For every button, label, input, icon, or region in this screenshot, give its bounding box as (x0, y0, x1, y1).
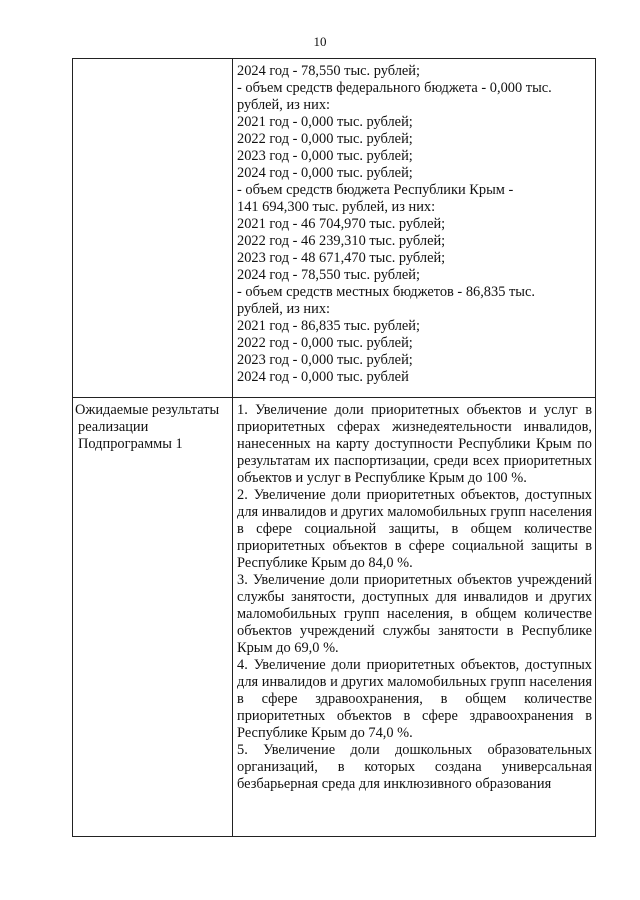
budget-line: 2021 год - 86,835 тыс. рублей; (237, 318, 420, 334)
budget-line: 2024 год - 0,000 тыс. рублей (237, 369, 409, 385)
budget-line: 2022 год - 46 239,310 тыс. рублей; (237, 233, 446, 249)
results-label-line: Подпрограммы 1 (78, 436, 183, 452)
budget-line: рублей, из них: (237, 301, 331, 317)
result-item: 5. Увеличение доли дошкольных образовательных организаций, в которых создана универсальная безбарьерная среда для инклюзивного образования (237, 742, 592, 792)
results-label-line: Ожидаемые результаты (75, 402, 220, 418)
budget-line: 2024 год - 78,550 тыс. рублей; (237, 267, 420, 283)
result-item: 4. Увеличение доли приоритетных объектов, доступных для инвалидов и других маломобильных групп населения в сфере здравоохранения, в общем количестве приоритетных объектов в сфере здравоохранения в Республике Крым до 74,0 %. (237, 657, 592, 741)
result-item: 1. Увеличение доли приоритетных объектов и услуг в приоритетных сферах жизнедеятельности инвалидов, нанесенных на карту доступности Республики Крым по результатам их паспортизации, среди всех приоритетных объектов и услуг в Республике Крым до 100 %. (237, 402, 592, 486)
budget-line: 2022 год - 0,000 тыс. рублей; (237, 131, 413, 147)
budget-line: - объем средств местных бюджетов - 86,835 тыс. (237, 284, 535, 300)
page-number: 10 (313, 34, 327, 49)
budget-row (73, 59, 596, 398)
budget-values-cell (233, 59, 596, 398)
results-row (73, 398, 596, 837)
budget-line: - объем средств федерального бюджета - 0,000 тыс. (237, 80, 552, 96)
budget-line: 2023 год - 0,000 тыс. рублей; (237, 148, 413, 164)
results-label-cell (73, 398, 233, 837)
budget-label-cell (73, 59, 233, 398)
budget-line: 2024 год - 78,550 тыс. рублей; (237, 63, 420, 79)
budget-line: 2022 год - 0,000 тыс. рублей; (237, 335, 413, 351)
budget-line: 141 694,300 тыс. рублей, из них: (237, 199, 436, 215)
results-items-cell (233, 398, 596, 837)
budget-line: - объем средств бюджета Республики Крым - (237, 182, 514, 198)
budget-line: 2024 год - 0,000 тыс. рублей; (237, 165, 413, 181)
results-label-line: реализации (78, 419, 149, 435)
budget-line: рублей, из них: (237, 97, 331, 113)
budget-line: 2021 год - 0,000 тыс. рублей; (237, 114, 413, 130)
budget-line: 2023 год - 48 671,470 тыс. рублей; (237, 250, 446, 266)
budget-line: 2021 год - 46 704,970 тыс. рублей; (237, 216, 446, 232)
subprogram-passport-table (72, 58, 596, 837)
result-item: 2. Увеличение доли приоритетных объектов, доступных для инвалидов и других маломобильных групп населения в сфере социальной защиты, в общем количестве приоритетных объектов в сфере социальной защиты в Республике Крым до 84,0 %. (237, 487, 592, 571)
result-item: 3. Увеличение доли приоритетных объектов учреждений службы занятости, доступных для инвалидов и других маломобильных групп населения, в общем количестве объектов учреждений службы занятости в Республике Крым до 69,0 %. (237, 572, 592, 656)
budget-line: 2023 год - 0,000 тыс. рублей; (237, 352, 413, 368)
